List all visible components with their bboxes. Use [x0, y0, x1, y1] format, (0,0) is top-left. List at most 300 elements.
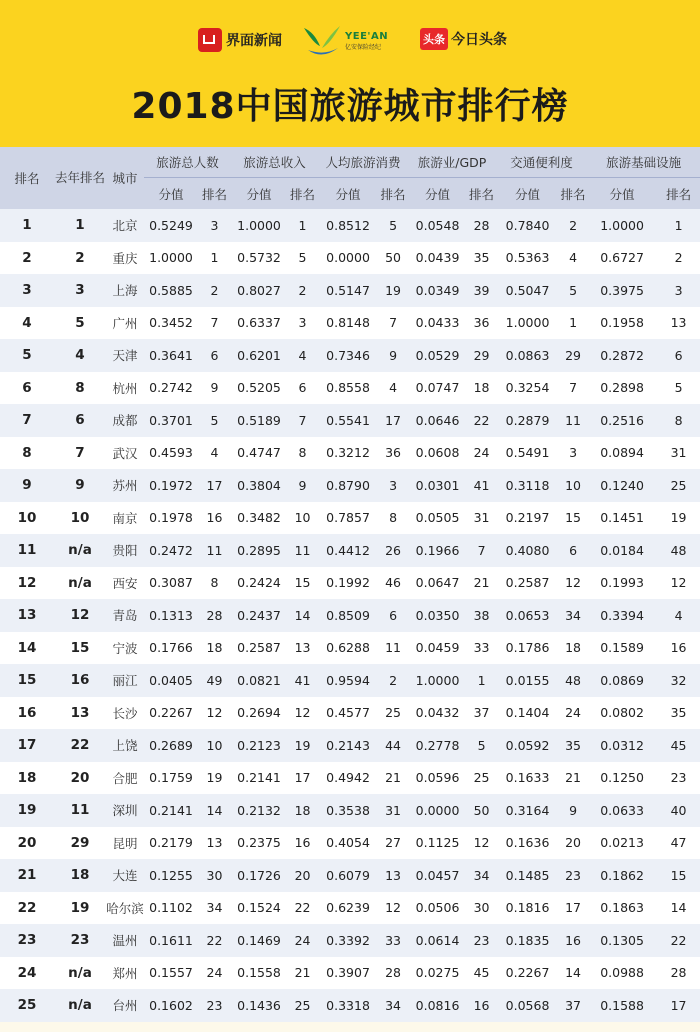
cell-per-capita-rank: 9: [378, 339, 408, 372]
cell-infrastructure-rank: 48: [657, 534, 700, 567]
cell-revenue-rank: 13: [287, 632, 318, 665]
cell-visitors-rank: 5: [198, 404, 231, 437]
table-row: [0, 502, 700, 535]
header-row-groups: [0, 147, 700, 178]
cell-rank: 20: [0, 827, 54, 860]
cell-prev-rank: 7: [54, 437, 106, 470]
cell-transport-rank: 5: [559, 274, 587, 307]
cell-visitors-score: 0.1602: [144, 989, 198, 1022]
cell-transport-score: 0.3118: [496, 469, 559, 502]
cell-visitors-rank: 18: [198, 632, 231, 665]
cell-prev-rank: 15: [54, 632, 106, 665]
cell-visitors-rank: 28: [198, 599, 231, 632]
cell-transport-rank: 35: [559, 729, 587, 762]
cell-gdp-share-score: 0.0747: [408, 372, 467, 405]
cell-transport-score: 0.5363: [496, 242, 559, 275]
cell-city: 苏州: [106, 469, 144, 502]
cell-revenue-rank: 20: [287, 859, 318, 892]
cell-rank: 6: [0, 372, 54, 405]
cell-rank: 16: [0, 697, 54, 730]
cell-visitors-rank: 3: [198, 209, 231, 242]
cell-infrastructure-score: 0.6727: [587, 242, 657, 275]
cell-gdp-share-score: 0.0647: [408, 567, 467, 600]
cell-visitors-rank: 13: [198, 827, 231, 860]
cell-transport-score: 0.1485: [496, 859, 559, 892]
cell-gdp-share-rank: 39: [467, 274, 496, 307]
cell-infrastructure-score: 0.1863: [587, 892, 657, 925]
cell-revenue-score: 0.4747: [231, 437, 287, 470]
table-row: [0, 957, 700, 990]
cell-per-capita-score: 0.3907: [318, 957, 378, 990]
cell-visitors-rank: 8: [198, 567, 231, 600]
sub-header-rank: 排名: [467, 178, 496, 210]
cell-per-capita-rank: 25: [378, 697, 408, 730]
cell-visitors-score: 0.3701: [144, 404, 198, 437]
cell-gdp-share-rank: 37: [467, 697, 496, 730]
cell-city: 哈尔滨: [106, 892, 144, 925]
cell-infrastructure-rank: 40: [657, 794, 700, 827]
cell-transport-rank: 34: [559, 599, 587, 632]
cell-infrastructure-rank: 22: [657, 924, 700, 957]
cell-per-capita-rank: 33: [378, 924, 408, 957]
col-prev-rank-header: 去年排名: [54, 147, 106, 209]
sub-header-score: 分值: [408, 178, 467, 210]
cell-prev-rank: 16: [54, 664, 106, 697]
table-row: [0, 404, 700, 437]
cell-visitors-score: 0.1313: [144, 599, 198, 632]
cell-revenue-score: 1.0000: [231, 209, 287, 242]
cell-visitors-score: 0.2689: [144, 729, 198, 762]
col-city-header: 城市: [106, 147, 144, 209]
cell-revenue-rank: 24: [287, 924, 318, 957]
cell-infrastructure-score: 0.1589: [587, 632, 657, 665]
cell-infrastructure-score: 0.1451: [587, 502, 657, 535]
cell-transport-rank: 16: [559, 924, 587, 957]
cell-city: 南京: [106, 502, 144, 535]
cell-infrastructure-rank: 25: [657, 469, 700, 502]
cell-gdp-share-rank: 34: [467, 859, 496, 892]
table-row: [0, 794, 700, 827]
group-header-per-capita: 人均旅游消费: [318, 147, 408, 178]
cell-city: 重庆: [106, 242, 144, 275]
table-row: [0, 307, 700, 340]
cell-transport-score: 0.4080: [496, 534, 559, 567]
cell-gdp-share-rank: 5: [467, 729, 496, 762]
table-row: [0, 599, 700, 632]
cell-revenue-score: 0.2437: [231, 599, 287, 632]
sub-header-rank: 排名: [198, 178, 231, 210]
cell-transport-rank: 21: [559, 762, 587, 795]
cell-visitors-rank: 24: [198, 957, 231, 990]
cell-revenue-rank: 17: [287, 762, 318, 795]
cell-city: 武汉: [106, 437, 144, 470]
cell-visitors-score: 0.0405: [144, 664, 198, 697]
cell-gdp-share-score: 0.0816: [408, 989, 467, 1022]
cell-gdp-share-score: 0.0459: [408, 632, 467, 665]
cell-per-capita-rank: 28: [378, 957, 408, 990]
cell-per-capita-rank: 11: [378, 632, 408, 665]
cell-per-capita-score: 0.8509: [318, 599, 378, 632]
cell-visitors-score: 0.5249: [144, 209, 198, 242]
cell-gdp-share-rank: 31: [467, 502, 496, 535]
cell-gdp-share-rank: 24: [467, 437, 496, 470]
cell-transport-rank: 2: [559, 209, 587, 242]
cell-transport-score: 0.3164: [496, 794, 559, 827]
cell-transport-score: 0.0863: [496, 339, 559, 372]
cell-city: 宁波: [106, 632, 144, 665]
toutiao-logo: [420, 28, 507, 50]
cell-per-capita-score: 0.3318: [318, 989, 378, 1022]
cell-gdp-share-score: 0.0505: [408, 502, 467, 535]
cell-revenue-rank: 8: [287, 437, 318, 470]
sub-header-rank: 排名: [657, 178, 700, 210]
toutiao-badge: 头条: [420, 28, 448, 50]
cell-transport-score: 0.5491: [496, 437, 559, 470]
cell-infrastructure-score: 0.1240: [587, 469, 657, 502]
cell-visitors-rank: 49: [198, 664, 231, 697]
cell-per-capita-score: 0.5147: [318, 274, 378, 307]
cell-revenue-score: 0.5732: [231, 242, 287, 275]
cell-rank: 23: [0, 924, 54, 957]
cell-gdp-share-rank: 21: [467, 567, 496, 600]
cell-city: 大连: [106, 859, 144, 892]
cell-gdp-share-score: 0.0433: [408, 307, 467, 340]
cell-infrastructure-rank: 15: [657, 859, 700, 892]
cell-prev-rank: 22: [54, 729, 106, 762]
cell-revenue-score: 0.5205: [231, 372, 287, 405]
table-row: [0, 664, 700, 697]
cell-revenue-score: 0.2375: [231, 827, 287, 860]
cell-visitors-score: 0.3087: [144, 567, 198, 600]
cell-per-capita-score: 0.4412: [318, 534, 378, 567]
cell-per-capita-rank: 19: [378, 274, 408, 307]
cell-visitors-rank: 2: [198, 274, 231, 307]
cell-visitors-rank: 11: [198, 534, 231, 567]
table-row: [0, 567, 700, 600]
cell-prev-rank: 5: [54, 307, 106, 340]
cell-prev-rank: 19: [54, 892, 106, 925]
cell-prev-rank: 8: [54, 372, 106, 405]
cell-gdp-share-rank: 29: [467, 339, 496, 372]
cell-transport-rank: 37: [559, 989, 587, 1022]
jiemian-logo: [198, 28, 282, 52]
cell-revenue-score: 0.2895: [231, 534, 287, 567]
cell-visitors-score: 0.4593: [144, 437, 198, 470]
cell-revenue-score: 0.1436: [231, 989, 287, 1022]
cell-revenue-score: 0.1558: [231, 957, 287, 990]
cell-transport-rank: 6: [559, 534, 587, 567]
cell-prev-rank: 1: [54, 209, 106, 242]
cell-transport-score: 0.0653: [496, 599, 559, 632]
cell-city: 上饶: [106, 729, 144, 762]
cell-visitors-score: 0.2742: [144, 372, 198, 405]
cell-rank: 5: [0, 339, 54, 372]
cell-infrastructure-score: 0.2898: [587, 372, 657, 405]
cell-transport-rank: 1: [559, 307, 587, 340]
cell-revenue-score: 0.0821: [231, 664, 287, 697]
cell-city: 郑州: [106, 957, 144, 990]
cell-per-capita-score: 0.3538: [318, 794, 378, 827]
cell-transport-score: 0.3254: [496, 372, 559, 405]
cell-transport-score: 0.1636: [496, 827, 559, 860]
cell-revenue-score: 0.5189: [231, 404, 287, 437]
cell-visitors-rank: 1: [198, 242, 231, 275]
cell-revenue-rank: 10: [287, 502, 318, 535]
sub-header-score: 分值: [587, 178, 657, 210]
cell-prev-rank: 10: [54, 502, 106, 535]
cell-transport-score: 0.2197: [496, 502, 559, 535]
cell-revenue-score: 0.1726: [231, 859, 287, 892]
cell-transport-rank: 7: [559, 372, 587, 405]
cell-revenue-rank: 3: [287, 307, 318, 340]
cell-gdp-share-rank: 18: [467, 372, 496, 405]
cell-transport-rank: 23: [559, 859, 587, 892]
cell-revenue-score: 0.2694: [231, 697, 287, 730]
cell-gdp-share-rank: 33: [467, 632, 496, 665]
cell-visitors-score: 0.1766: [144, 632, 198, 665]
cell-transport-rank: 3: [559, 437, 587, 470]
cell-infrastructure-rank: 6: [657, 339, 700, 372]
cell-per-capita-rank: 46: [378, 567, 408, 600]
cell-transport-score: 1.0000: [496, 307, 559, 340]
cell-revenue-rank: 2: [287, 274, 318, 307]
cell-gdp-share-rank: 45: [467, 957, 496, 990]
cell-transport-score: 0.2587: [496, 567, 559, 600]
cell-infrastructure-score: 0.0312: [587, 729, 657, 762]
cell-infrastructure-score: 0.1250: [587, 762, 657, 795]
cell-rank: 18: [0, 762, 54, 795]
cell-visitors-score: 0.1611: [144, 924, 198, 957]
cell-gdp-share-score: 0.0301: [408, 469, 467, 502]
cell-per-capita-score: 0.4577: [318, 697, 378, 730]
cell-visitors-score: 0.1978: [144, 502, 198, 535]
cell-revenue-score: 0.1469: [231, 924, 287, 957]
cell-infrastructure-rank: 16: [657, 632, 700, 665]
cell-infrastructure-score: 0.3975: [587, 274, 657, 307]
cell-rank: 8: [0, 437, 54, 470]
cell-gdp-share-rank: 22: [467, 404, 496, 437]
sub-header-score: 分值: [496, 178, 559, 210]
cell-gdp-share-rank: 7: [467, 534, 496, 567]
cell-gdp-share-score: 0.0529: [408, 339, 467, 372]
cell-transport-rank: 9: [559, 794, 587, 827]
cell-gdp-share-rank: 30: [467, 892, 496, 925]
cell-gdp-share-score: 1.0000: [408, 664, 467, 697]
cell-per-capita-rank: 2: [378, 664, 408, 697]
table-row: [0, 924, 700, 957]
cell-per-capita-rank: 50: [378, 242, 408, 275]
cell-revenue-rank: 22: [287, 892, 318, 925]
cell-visitors-rank: 9: [198, 372, 231, 405]
cell-infrastructure-rank: 13: [657, 307, 700, 340]
yeean-logo-subtext: 亿安保险经纪: [345, 44, 382, 51]
cell-per-capita-score: 0.4942: [318, 762, 378, 795]
cell-infrastructure-rank: 14: [657, 892, 700, 925]
cell-visitors-rank: 30: [198, 859, 231, 892]
cell-infrastructure-score: 0.1993: [587, 567, 657, 600]
cell-revenue-score: 0.2123: [231, 729, 287, 762]
cell-infrastructure-score: 0.1958: [587, 307, 657, 340]
cell-rank: 22: [0, 892, 54, 925]
cell-transport-rank: 20: [559, 827, 587, 860]
cell-infrastructure-score: 0.1305: [587, 924, 657, 957]
cell-transport-score: 0.0568: [496, 989, 559, 1022]
cell-per-capita-rank: 26: [378, 534, 408, 567]
cell-per-capita-score: 0.5541: [318, 404, 378, 437]
group-header-gdp-share: 旅游业/GDP: [408, 147, 496, 178]
cell-gdp-share-score: 0.0000: [408, 794, 467, 827]
cell-transport-rank: 18: [559, 632, 587, 665]
sub-header-rank: 排名: [378, 178, 408, 210]
cell-infrastructure-rank: 8: [657, 404, 700, 437]
cell-infrastructure-score: 0.0633: [587, 794, 657, 827]
cell-infrastructure-score: 1.0000: [587, 209, 657, 242]
cell-city: 合肥: [106, 762, 144, 795]
cell-gdp-share-rank: 12: [467, 827, 496, 860]
cell-visitors-rank: 23: [198, 989, 231, 1022]
cell-city: 杭州: [106, 372, 144, 405]
toutiao-logo-text: 今日头条: [451, 32, 507, 48]
table-row: [0, 339, 700, 372]
sub-header-rank: 排名: [287, 178, 318, 210]
cell-revenue-score: 0.6201: [231, 339, 287, 372]
cell-per-capita-score: 0.3392: [318, 924, 378, 957]
cell-revenue-rank: 1: [287, 209, 318, 242]
cell-revenue-rank: 5: [287, 242, 318, 275]
cell-rank: 17: [0, 729, 54, 762]
cell-gdp-share-score: 0.0596: [408, 762, 467, 795]
table-body: [0, 209, 700, 1022]
cell-transport-rank: 17: [559, 892, 587, 925]
sub-header-score: 分值: [144, 178, 198, 210]
cell-revenue-score: 0.2132: [231, 794, 287, 827]
cell-revenue-rank: 16: [287, 827, 318, 860]
cell-revenue-score: 0.8027: [231, 274, 287, 307]
cell-visitors-score: 0.1557: [144, 957, 198, 990]
cell-per-capita-rank: 8: [378, 502, 408, 535]
cell-visitors-score: 0.1759: [144, 762, 198, 795]
cell-gdp-share-score: 0.0350: [408, 599, 467, 632]
cell-gdp-share-score: 0.1966: [408, 534, 467, 567]
page-title: 2018中国旅游城市排行榜: [131, 86, 569, 127]
cell-rank: 9: [0, 469, 54, 502]
logo-bar: [0, 22, 700, 62]
cell-prev-rank: n/a: [54, 534, 106, 567]
cell-prev-rank: 4: [54, 339, 106, 372]
cell-revenue-rank: 6: [287, 372, 318, 405]
cell-visitors-score: 0.5885: [144, 274, 198, 307]
cell-gdp-share-score: 0.0614: [408, 924, 467, 957]
cell-infrastructure-rank: 23: [657, 762, 700, 795]
cell-prev-rank: 12: [54, 599, 106, 632]
cell-city: 天津: [106, 339, 144, 372]
cell-rank: 24: [0, 957, 54, 990]
cell-transport-rank: 12: [559, 567, 587, 600]
cell-revenue-rank: 7: [287, 404, 318, 437]
cell-gdp-share-score: 0.0439: [408, 242, 467, 275]
cell-revenue-score: 0.3482: [231, 502, 287, 535]
cell-prev-rank: 9: [54, 469, 106, 502]
cell-rank: 7: [0, 404, 54, 437]
cell-visitors-score: 0.2267: [144, 697, 198, 730]
cell-gdp-share-score: 0.0457: [408, 859, 467, 892]
cell-rank: 25: [0, 989, 54, 1022]
table-row: [0, 242, 700, 275]
cell-revenue-score: 0.3804: [231, 469, 287, 502]
cell-transport-score: 0.0592: [496, 729, 559, 762]
cell-city: 温州: [106, 924, 144, 957]
cell-revenue-score: 0.1524: [231, 892, 287, 925]
cell-transport-score: 0.1633: [496, 762, 559, 795]
cell-transport-rank: 10: [559, 469, 587, 502]
cell-gdp-share-rank: 41: [467, 469, 496, 502]
cell-gdp-share-score: 0.0349: [408, 274, 467, 307]
cell-revenue-rank: 41: [287, 664, 318, 697]
cell-city: 青岛: [106, 599, 144, 632]
cell-gdp-share-score: 0.0275: [408, 957, 467, 990]
table-row: [0, 534, 700, 567]
cell-city: 上海: [106, 274, 144, 307]
cell-city: 成都: [106, 404, 144, 437]
cell-infrastructure-score: 0.1588: [587, 989, 657, 1022]
cell-prev-rank: 6: [54, 404, 106, 437]
cell-infrastructure-score: 0.0184: [587, 534, 657, 567]
cell-per-capita-score: 0.0000: [318, 242, 378, 275]
cell-per-capita-score: 0.8558: [318, 372, 378, 405]
cell-infrastructure-score: 0.2516: [587, 404, 657, 437]
cell-per-capita-rank: 3: [378, 469, 408, 502]
sub-header-score: 分值: [318, 178, 378, 210]
cell-visitors-rank: 7: [198, 307, 231, 340]
cell-gdp-share-score: 0.0432: [408, 697, 467, 730]
cell-per-capita-rank: 13: [378, 859, 408, 892]
cell-gdp-share-rank: 38: [467, 599, 496, 632]
cell-rank: 13: [0, 599, 54, 632]
cell-per-capita-rank: 21: [378, 762, 408, 795]
cell-revenue-rank: 25: [287, 989, 318, 1022]
sub-header-rank: 排名: [559, 178, 587, 210]
cell-infrastructure-score: 0.1862: [587, 859, 657, 892]
cell-visitors-rank: 12: [198, 697, 231, 730]
cell-revenue-rank: 12: [287, 697, 318, 730]
cell-infrastructure-score: 0.0802: [587, 697, 657, 730]
cell-visitors-rank: 6: [198, 339, 231, 372]
table-row: [0, 729, 700, 762]
cell-revenue-rank: 14: [287, 599, 318, 632]
cell-per-capita-score: 0.8790: [318, 469, 378, 502]
cell-city: 台州: [106, 989, 144, 1022]
cell-rank: 12: [0, 567, 54, 600]
table-row: [0, 697, 700, 730]
cell-prev-rank: n/a: [54, 989, 106, 1022]
group-header-infrastructure: 旅游基础设施: [587, 147, 700, 178]
cell-transport-rank: 4: [559, 242, 587, 275]
cell-revenue-rank: 21: [287, 957, 318, 990]
cell-infrastructure-rank: 1: [657, 209, 700, 242]
cell-city: 丽江: [106, 664, 144, 697]
cell-city: 长沙: [106, 697, 144, 730]
cell-visitors-rank: 16: [198, 502, 231, 535]
col-rank-header: 排名: [0, 147, 54, 209]
cell-city: 西安: [106, 567, 144, 600]
cell-visitors-rank: 17: [198, 469, 231, 502]
cell-transport-score: 0.7840: [496, 209, 559, 242]
table-row: [0, 437, 700, 470]
cell-per-capita-score: 0.2143: [318, 729, 378, 762]
cell-visitors-score: 0.2179: [144, 827, 198, 860]
cell-infrastructure-rank: 17: [657, 989, 700, 1022]
group-header-visitors: 旅游总人数: [144, 147, 231, 178]
